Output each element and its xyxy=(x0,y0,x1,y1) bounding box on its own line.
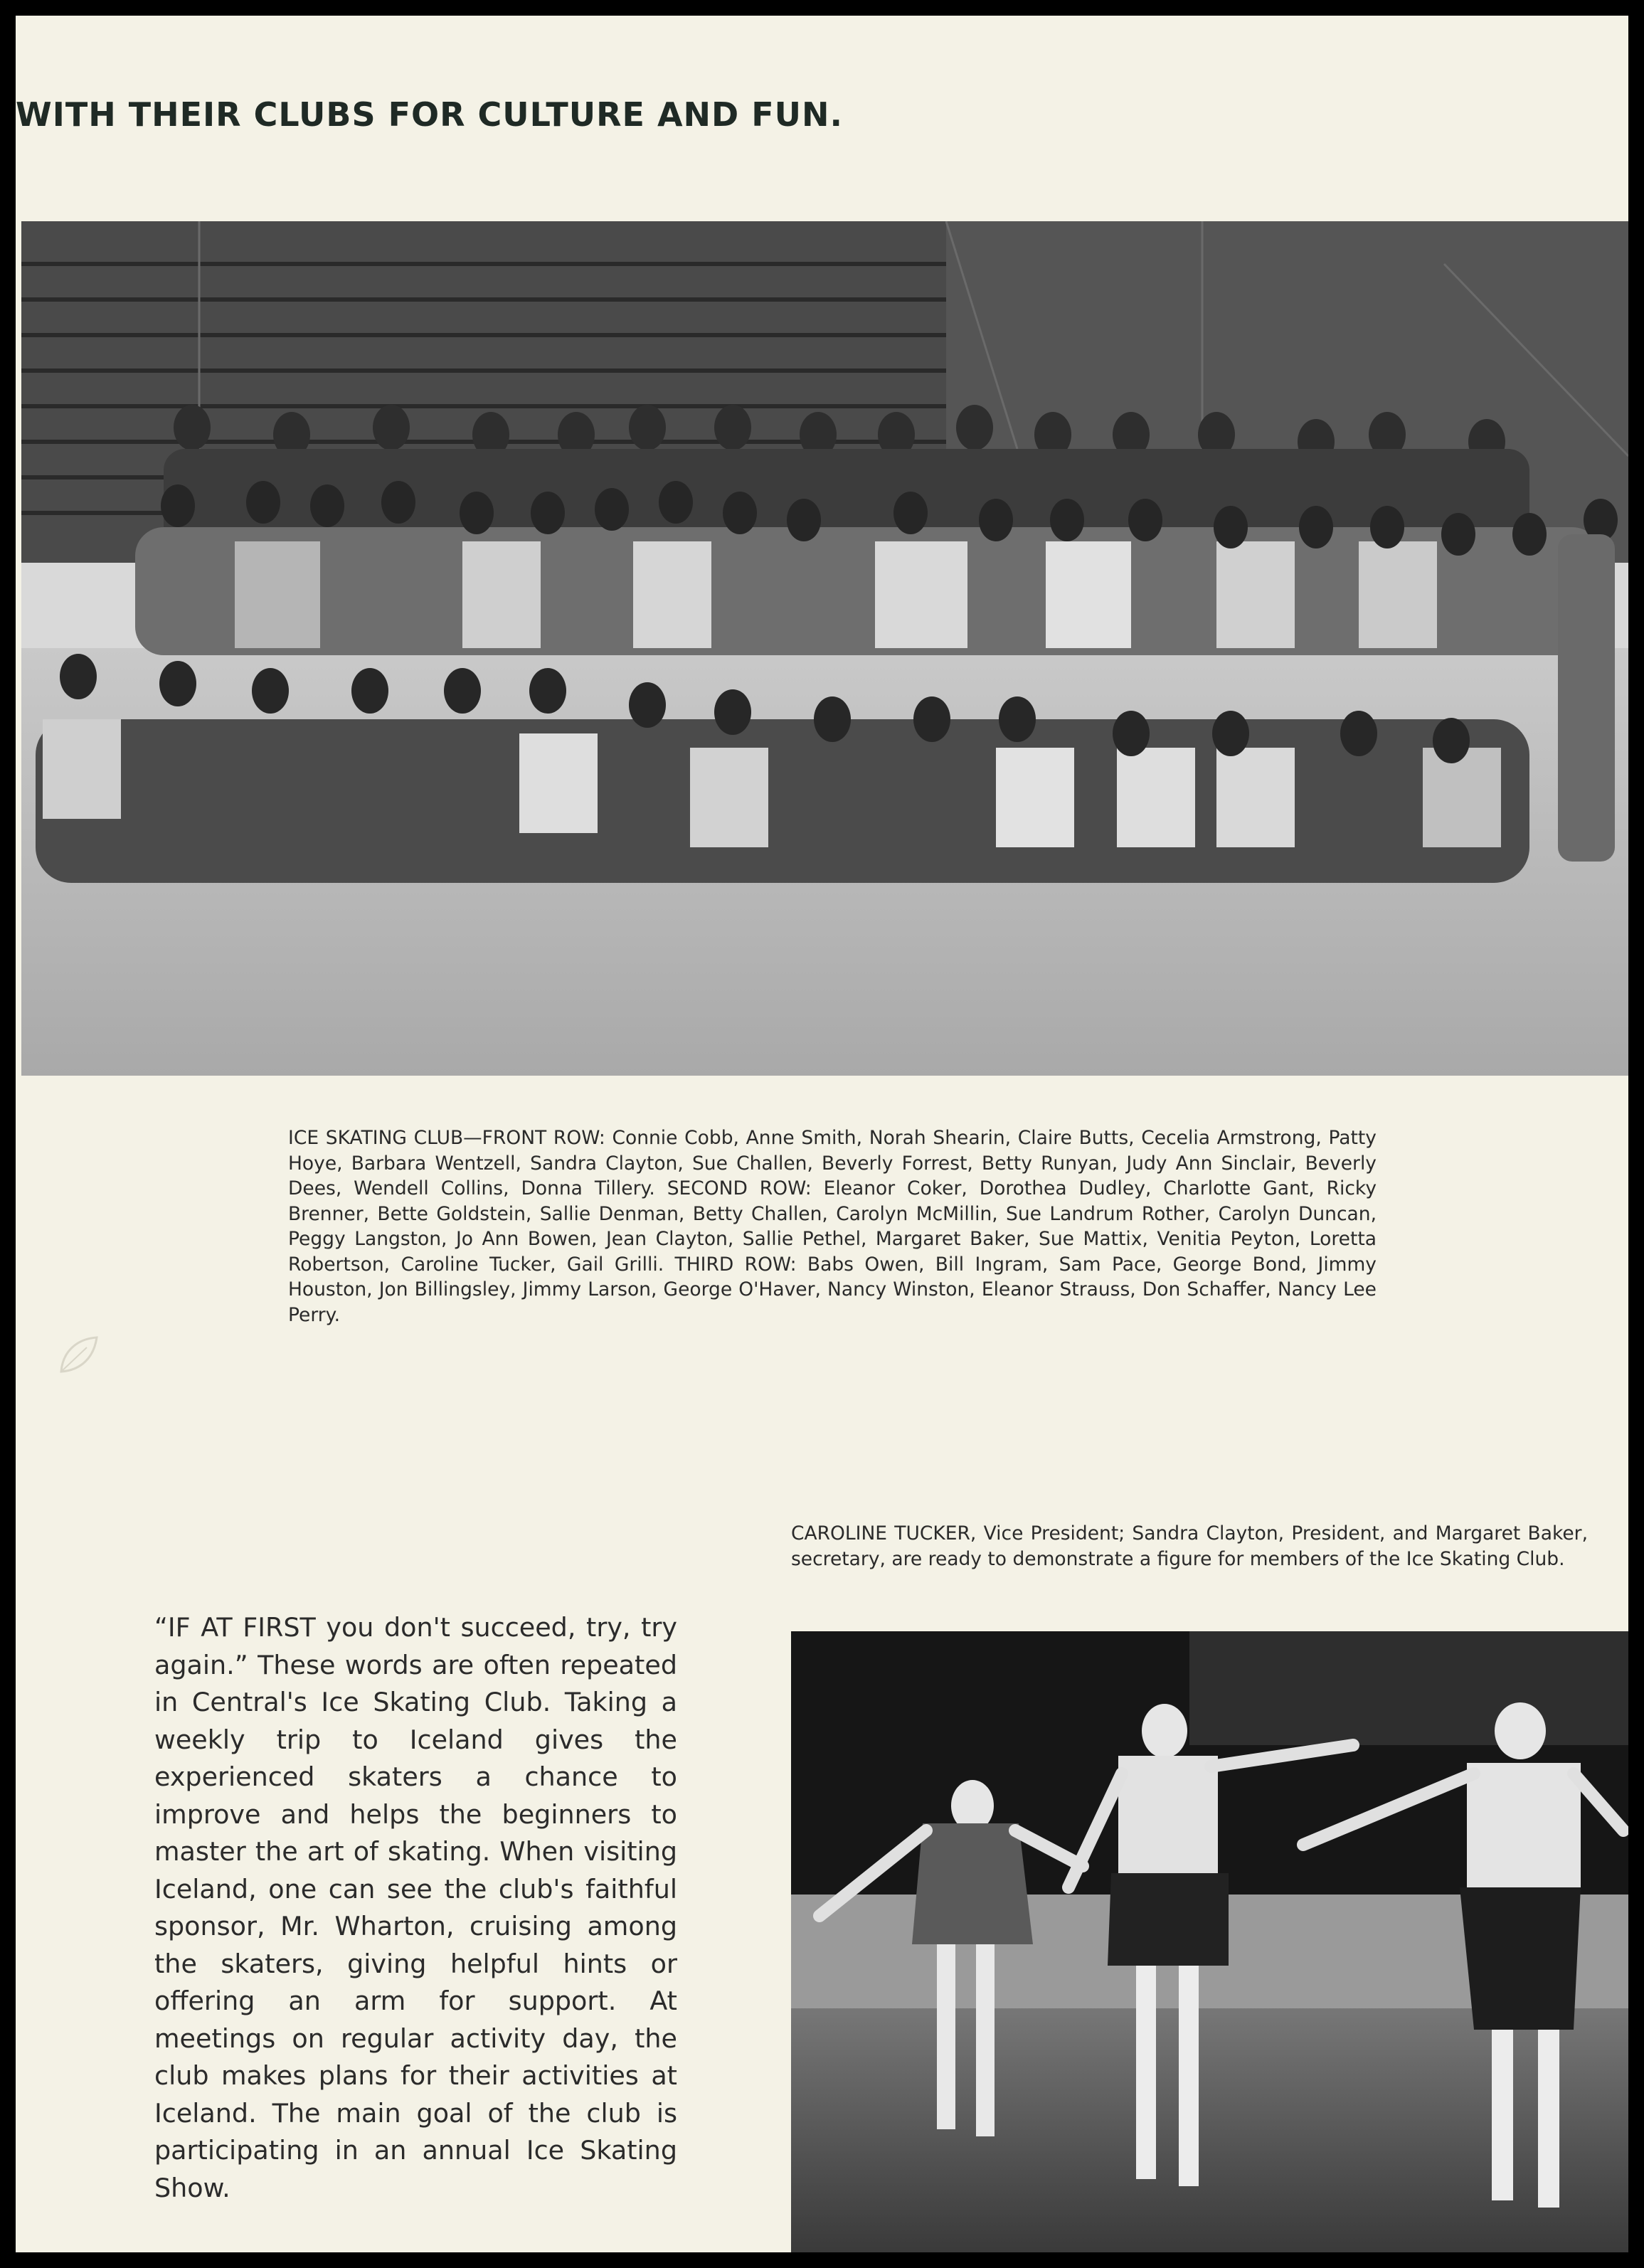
leaf-icon xyxy=(55,1332,101,1377)
group-photo-image xyxy=(21,221,1628,1076)
skater-photo xyxy=(791,1631,1628,2252)
group-photo-caption: ICE SKATING CLUB—FRONT ROW: Connie Cobb, Anne Smith, Norah Shearin, Claire Butts, Cecelia Armstrong, Patty Hoye, Barbara Wentzell, Sandra Clayton, Sue Challen, Beverly Forrest, Betty Runyan, Judy Ann Sinclair, Beverly Dees, Wendell Collins, Donna Tillery. SECOND ROW: Eleanor Coker, Dorothea Dudley, Charlotte Gant, Ricky Brenner, Bette Goldstein, Sallie Denman, Betty Challen, Carolyn McMillin, Sue Landrum Rother, Carolyn Duncan, Peggy Langston, Jo Ann Bowen, Jean Clayton, Sallie Pethel, Margaret Baker, Sue Mattix, Venitia Peyton, Loretta Robertson, Caroline Tucker, Gail Grilli. THIRD ROW: Babs Owen, Bill Ingram, Sam Pace, George Bond, Jimmy Houston, Jon Billingsley, Jimmy Larson, George O'Haver, Nancy Winston, Eleanor Strauss, Don Schaffer, Nancy Lee Perry. xyxy=(288,1127,1377,1326)
yearbook-page xyxy=(16,16,1628,2252)
page-headline: WITH THEIR CLUBS FOR CULTURE AND FUN. xyxy=(16,95,843,134)
article-body: “IF AT FIRST you don't succeed, try, try again.” These words are often repeated in Central's Ice Skating Club. Taking a weekly trip to Iceland gives the experienced skaters a chance to improve and helps the beginners to master the art of skating. When visiting Iceland, one can see the club's faithful sponsor, Mr. Wharton, cruising among the skaters, giving helpful hints or offering an arm for support. At meetings on regular activity day, the club makes plans for their activities at Iceland. The main goal of the club is participating in an annual Ice Skating Show. xyxy=(154,1612,677,2203)
officers-photo-caption: CAROLINE TUCKER, Vice President; Sandra Clayton, President, and Margaret Baker, secretary, are ready to demonstrate a figure for members of the Ice Skating Club. xyxy=(791,1522,1588,1570)
group-photo xyxy=(21,221,1628,1076)
skater-photo-image xyxy=(791,1631,1628,2252)
